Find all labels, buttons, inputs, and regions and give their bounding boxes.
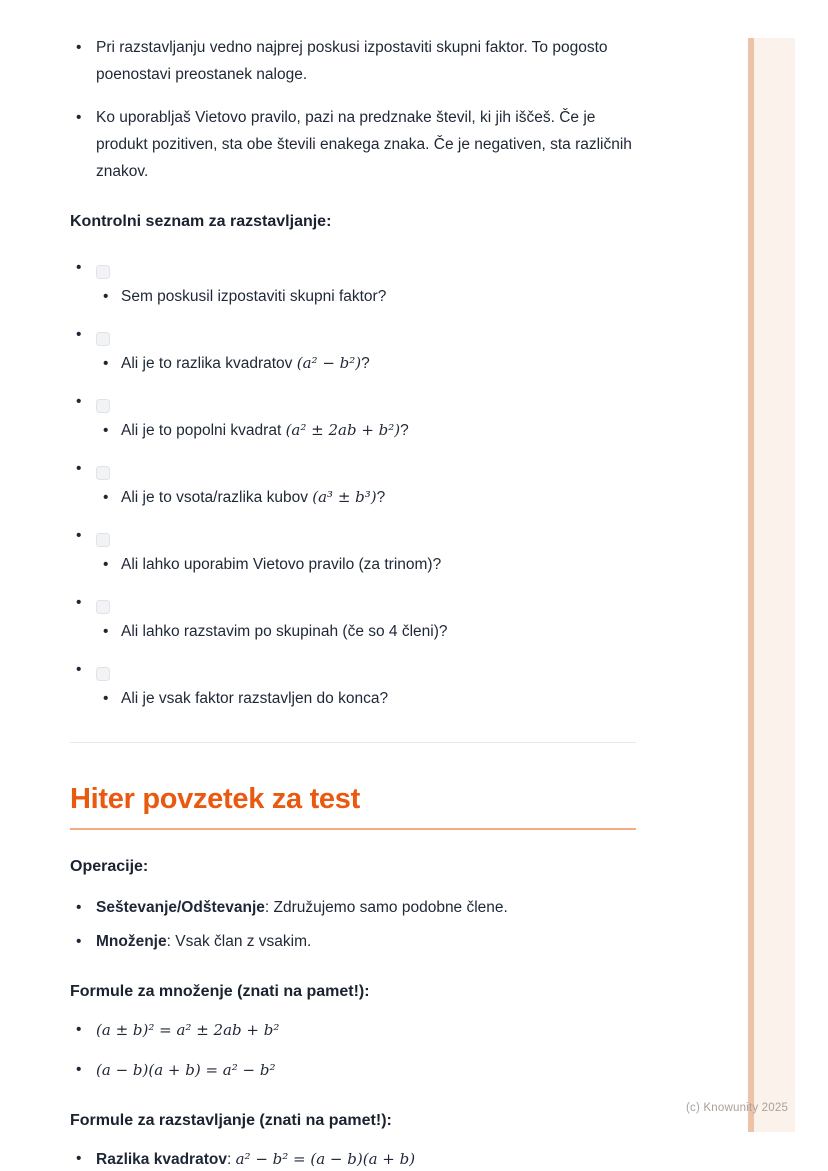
label-text: ? [376,489,386,506]
term-rest: : Združujemo samo podobne člene. [264,899,508,916]
label-text: ? [361,355,370,372]
term-bold: Množenje [96,933,167,950]
checklist-item-label [70,484,636,511]
inline-math: (a² − b²) [296,354,362,372]
document-content [70,34,636,1171]
checklist-item [70,598,636,645]
section-title: Hiter povzetek za test [70,783,360,815]
term-bold: Razlika kvadratov [96,1151,227,1168]
section-divider [70,742,636,743]
checkbox[interactable] [96,466,110,480]
label-text: Ali je vsak faktor razstavljen do konca? [121,690,389,707]
term-rest: : Vsak član z vsakim. [166,933,312,950]
checkbox[interactable] [96,600,110,614]
checklist-item-label [70,350,636,377]
mul-formulas-list [70,1017,636,1084]
checkbox-row [70,263,636,283]
label-text: Ali lahko razstavim po skupinah (če so 4 členi)? [121,623,448,640]
checklist-item [70,330,636,377]
intro-bullet-text: Ko uporabljaš Vietovo pravilo, pazi na predznake števil, ki jih iščeš. Če je produkt pozitiven, sta obe števili enakega znaka. Če je negativen, sta različnih znakov. [96,109,632,180]
formula-item [70,1057,636,1084]
list-item [70,928,636,955]
checklist-item-label [70,283,636,310]
checkbox-row [70,598,636,618]
checkbox-row [70,397,636,417]
formula-math: (a − b)(a + b) = a² − b² [96,1061,276,1079]
checklist-item [70,531,636,578]
inline-math: (a² ± 2ab + b²) [285,421,401,439]
checkbox[interactable] [96,533,110,547]
label-text: Ali lahko uporabim Vietovo pravilo (za trinom)? [121,556,442,573]
inline-math: (a³ ± b³) [312,488,377,506]
label-text: ? [400,422,409,439]
checkbox-row [70,464,636,484]
checkbox-row [70,665,636,685]
checklist-item-label [70,685,636,712]
checkbox[interactable] [96,399,110,413]
list-item [70,34,636,88]
label-text: Ali je to popolni kvadrat [121,422,286,439]
term-sep: : [226,1151,236,1168]
factor-formulas-heading: Formule za razstavljanje (znati na pamet!): [70,1112,392,1129]
operations-heading: Operacije: [70,858,149,875]
checklist-item [70,397,636,444]
formula-math: (a ± b)² = a² ± 2ab + b² [96,1021,280,1039]
list-item [70,104,636,185]
section-title-underline [70,828,636,830]
checklist-item [70,263,636,310]
checkbox[interactable] [96,332,110,346]
checkbox-row [70,531,636,551]
formula-item [70,1017,636,1044]
label-text: Ali je to vsota/razlika kubov [121,489,313,506]
checklist-heading: Kontrolni seznam za razstavljanje: [70,213,332,230]
watermark: (c) Knowunity 2025 [686,1102,789,1114]
checkbox-row [70,330,636,350]
mul-formulas-heading: Formule za množenje (znati na pamet!): [70,983,370,1000]
label-text: Ali je to razlika kvadratov [121,355,297,372]
intro-bullet-text: Pri razstavljanju vedno najprej poskusi izpostaviti skupni faktor. To pogosto poenostavi preostanek naloge. [96,39,608,83]
term-bold: Seštevanje/Odštevanje [96,899,265,916]
formula-math: a² − b² = (a − b)(a + b) [235,1150,416,1168]
checklist-item-label [70,618,636,645]
checklist-item-label [70,551,636,578]
intro-bullet-list [70,34,636,185]
operations-list [70,894,636,955]
checkbox[interactable] [96,667,110,681]
checklist-item [70,665,636,712]
list-item [70,894,636,921]
checkbox[interactable] [96,265,110,279]
page-edge-stripe-fill [754,38,795,1132]
checklist-item-label [70,417,636,444]
label-text: Sem poskusil izpostaviti skupni faktor? [121,288,387,305]
checklist-item [70,464,636,511]
formula-item [70,1146,636,1171]
factor-formulas-list [70,1146,636,1171]
